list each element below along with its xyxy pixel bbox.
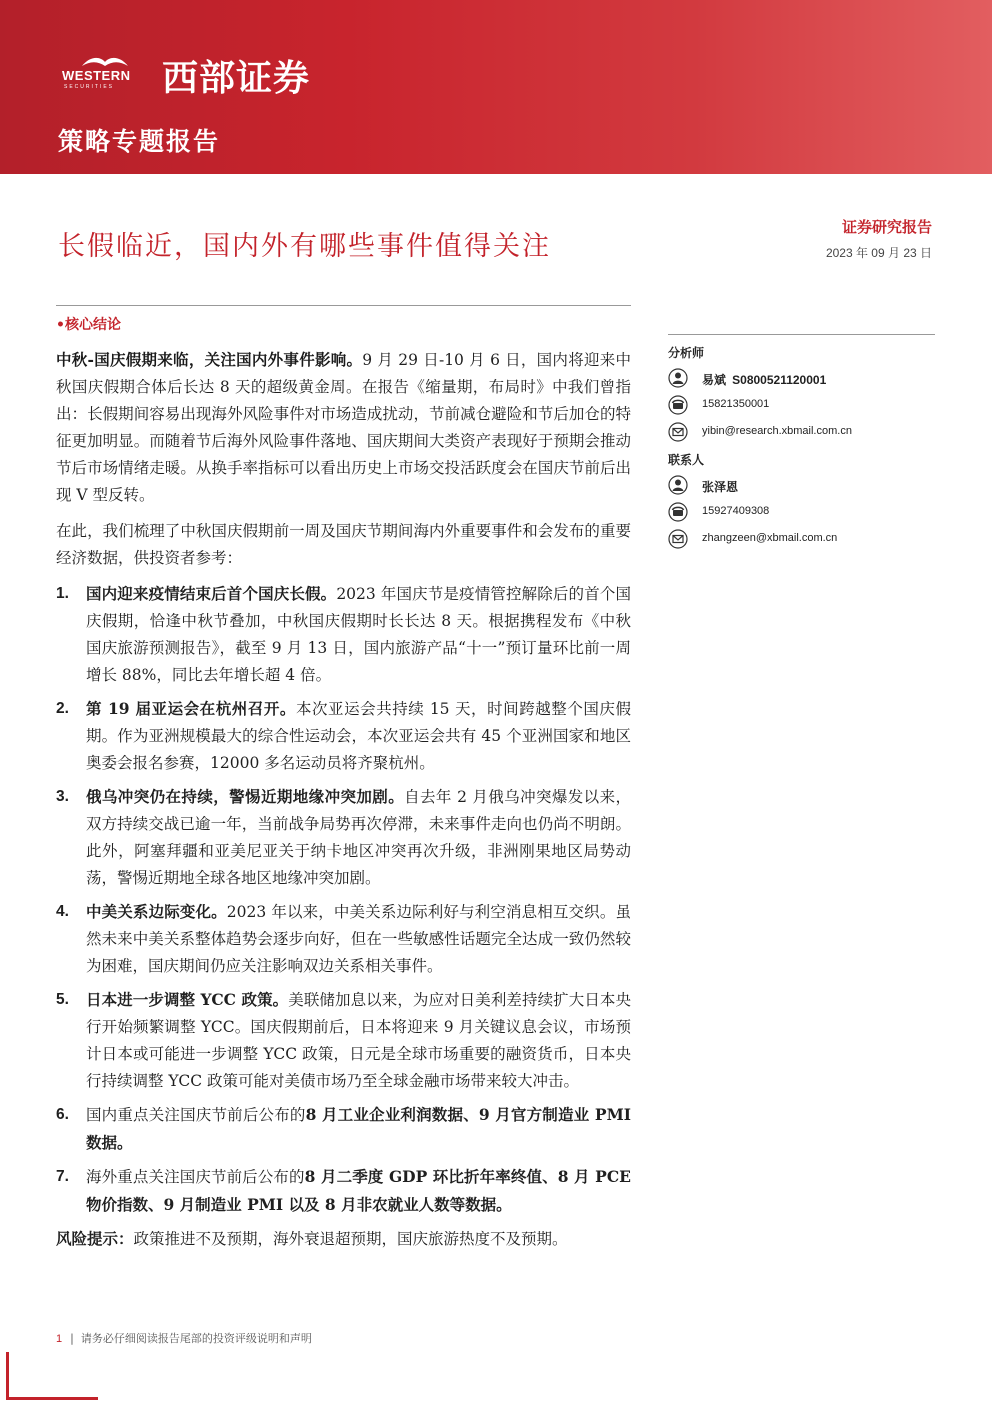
sidebar: [668, 342, 935, 552]
divider: [56, 305, 631, 306]
intro-body: 9 月 29 日-10 月 6 日，国内将迎来中秋国庆假期合体后长达 8 天的超级黄金周。在报告《缩量期，布局时》中我们曾指出：长假期间容易出现海外风险事件对市场造成扰动，节前减仓避险和节后加仓的特征更加明显。而随着节后海外风险事件落地、国庆期间大类资产表现好于预期会推动节后市场情绪走暖。从换手率指标可以看出历史上市场交投活跃度会在国庆节前后出现 V 型反转。: [56, 351, 631, 504]
item-body: 美联储加息以来，为应对日美利差持续扩大日本央行开始频繁调整 YCC。国庆假期前后，日本将迎来 9 月关键议息会议，市场预计日本或可能进一步调整 YCC 政策，日元是全球市场重要的融资货币，日本央行持续调整 YCC 政策可能对美债市场乃至全球金融市场带来较大冲击。: [86, 991, 631, 1090]
contact-name: 张泽恩: [702, 480, 739, 494]
item-body: 国内重点关注国庆节前后公布的: [86, 1106, 306, 1124]
item-bold-tail: 8 月二季度 GDP 环比折年率终值、8 月 PCE 物价指数、9 月制造业 PMI 以及 8 月非农就业人数等数据。: [86, 1167, 631, 1214]
item-lead: 日本进一步调整 YCC 政策。: [86, 990, 289, 1009]
item-body: 2023 年国庆节是疫情管控解除后的首个国庆假期，恰逢中秋节叠加，中秋国庆假期时长长达 8 天。根据携程发布《中秋国庆旅游预测报告》，截至 9 月 13 日，国内旅游产品“十一”预订量环比前一周增长 88%，同比去年增长超 4 倍。: [86, 585, 631, 684]
analyst-name-row: [668, 364, 935, 391]
item-bold-tail: 8 月工业企业利润数据、9 月官方制造业 PMI 数据。: [86, 1105, 631, 1152]
item-number: 5.: [56, 991, 69, 1008]
contact-heading: 联系人: [668, 453, 705, 467]
contact-email-row: [668, 525, 935, 552]
risk-warning: [56, 1225, 631, 1253]
key-points-list: [56, 580, 631, 1219]
list-item: [56, 1101, 631, 1157]
analyst-phone-row: [668, 391, 935, 418]
report-type: 策略专题报告: [58, 127, 221, 156]
analyst-email[interactable]: yibin@research.xbmail.com.cn: [702, 425, 852, 437]
logo-text-en: WESTERN: [62, 68, 131, 83]
analyst-name: 易斌: [702, 373, 727, 387]
intro-paragraph-2: 在此，我们梳理了中秋国庆假期前一周及国庆节期间海内外重要事件和会发布的重要经济数据，供投资者参考：: [56, 522, 631, 567]
person-icon: [668, 475, 688, 495]
header-banner: [0, 0, 992, 174]
list-item: [56, 986, 631, 1095]
item-number: 7.: [56, 1168, 69, 1185]
intro-paragraph: [56, 346, 631, 509]
page-footer: [56, 1330, 312, 1346]
item-lead: 国内迎来疫情结束后首个国庆长假。: [86, 584, 337, 603]
contact-phone: 15927409308: [702, 505, 770, 517]
footer-divider: |: [70, 1332, 81, 1345]
report-title: 长假临近，国内外有哪些事件值得关注: [58, 231, 551, 262]
analyst-cert: S0800521120001: [732, 373, 827, 387]
risk-label: 风险提示：: [56, 1229, 134, 1248]
item-lead: 中美关系边际变化。: [86, 902, 227, 921]
item-body: 海外重点关注国庆节前后公布的: [86, 1168, 305, 1186]
item-number: 3.: [56, 788, 69, 805]
list-item: [56, 898, 631, 980]
corner-mark-horizontal: [6, 1397, 98, 1400]
email-icon: [668, 422, 688, 442]
contact-name-row: [668, 471, 935, 498]
list-item: [56, 1163, 631, 1219]
item-lead: 第 19 届亚运会在杭州召开。: [86, 699, 296, 718]
intro-lead: 中秋-国庆假期来临，关注国内外事件影响。: [56, 350, 363, 369]
section-heading: •核心结论: [56, 317, 121, 333]
item-body: 2023 年以来，中美关系边际利好与利空消息相互交织。虽然未来中美关系整体趋势会逐步向好，但在一些敏感性话题完全达成一致仍然较为困难，国庆期间仍应关注影响双边关系相关事件。: [86, 903, 631, 975]
phone-icon: [668, 395, 688, 415]
item-number: 2.: [56, 700, 69, 717]
analyst-heading: 分析师: [668, 346, 705, 360]
phone-icon: [668, 502, 688, 522]
list-item: [56, 580, 631, 689]
main-content: [56, 346, 631, 1253]
item-number: 1.: [56, 585, 69, 602]
page-number: 1: [56, 1333, 63, 1345]
analyst-email-row: [668, 418, 935, 445]
item-lead: 俄乌冲突仍在持续，警惕近期地缘冲突加剧。: [86, 787, 405, 806]
contact-phone-row: [668, 498, 935, 525]
item-body: 本次亚运会共持续 15 天，时间跨越整个国庆假期。作为亚洲规模最大的综合性运动会，本次亚运会共有 45 个亚洲国家和地区奥委会报名参赛，12000 多名运动员将齐聚杭州。: [86, 700, 631, 772]
footer-disclaimer: 请务必仔细阅读报告尾部的投资评级说明和声明: [80, 1332, 312, 1345]
item-number: 6.: [56, 1106, 69, 1123]
company-logo: [62, 54, 150, 92]
sidebar-divider: [668, 334, 935, 335]
list-item: [56, 695, 631, 777]
corner-mark-vertical: [6, 1352, 9, 1400]
logo-text-cn: 西部证券: [162, 58, 311, 99]
report-date: 2023 年 09 月 23 日: [825, 246, 932, 260]
contact-email[interactable]: zhangzeen@xbmail.com.cn: [702, 532, 838, 544]
analyst-phone: 15821350001: [702, 398, 770, 410]
email-icon: [668, 529, 688, 549]
list-item: [56, 783, 631, 892]
item-body: 自去年 2 月俄乌冲突爆发以来，双方持续交战已逾一年，当前战争局势再次停滞，未来事件走向也仍尚不明朗。此外，阿塞拜疆和亚美尼亚关于纳卡地区冲突再次升级，非洲刚果地区局势动荡，警惕近期地全球各地区地缘冲突加剧。: [86, 788, 631, 887]
logo-subtext-en: SECURITIES: [64, 84, 115, 90]
person-icon: [668, 368, 688, 388]
risk-text: 政策推进不及预期，海外衰退超预期，国庆旅游热度不及预期。: [133, 1230, 568, 1248]
report-label: 证券研究报告: [841, 218, 932, 236]
item-number: 4.: [56, 903, 69, 920]
